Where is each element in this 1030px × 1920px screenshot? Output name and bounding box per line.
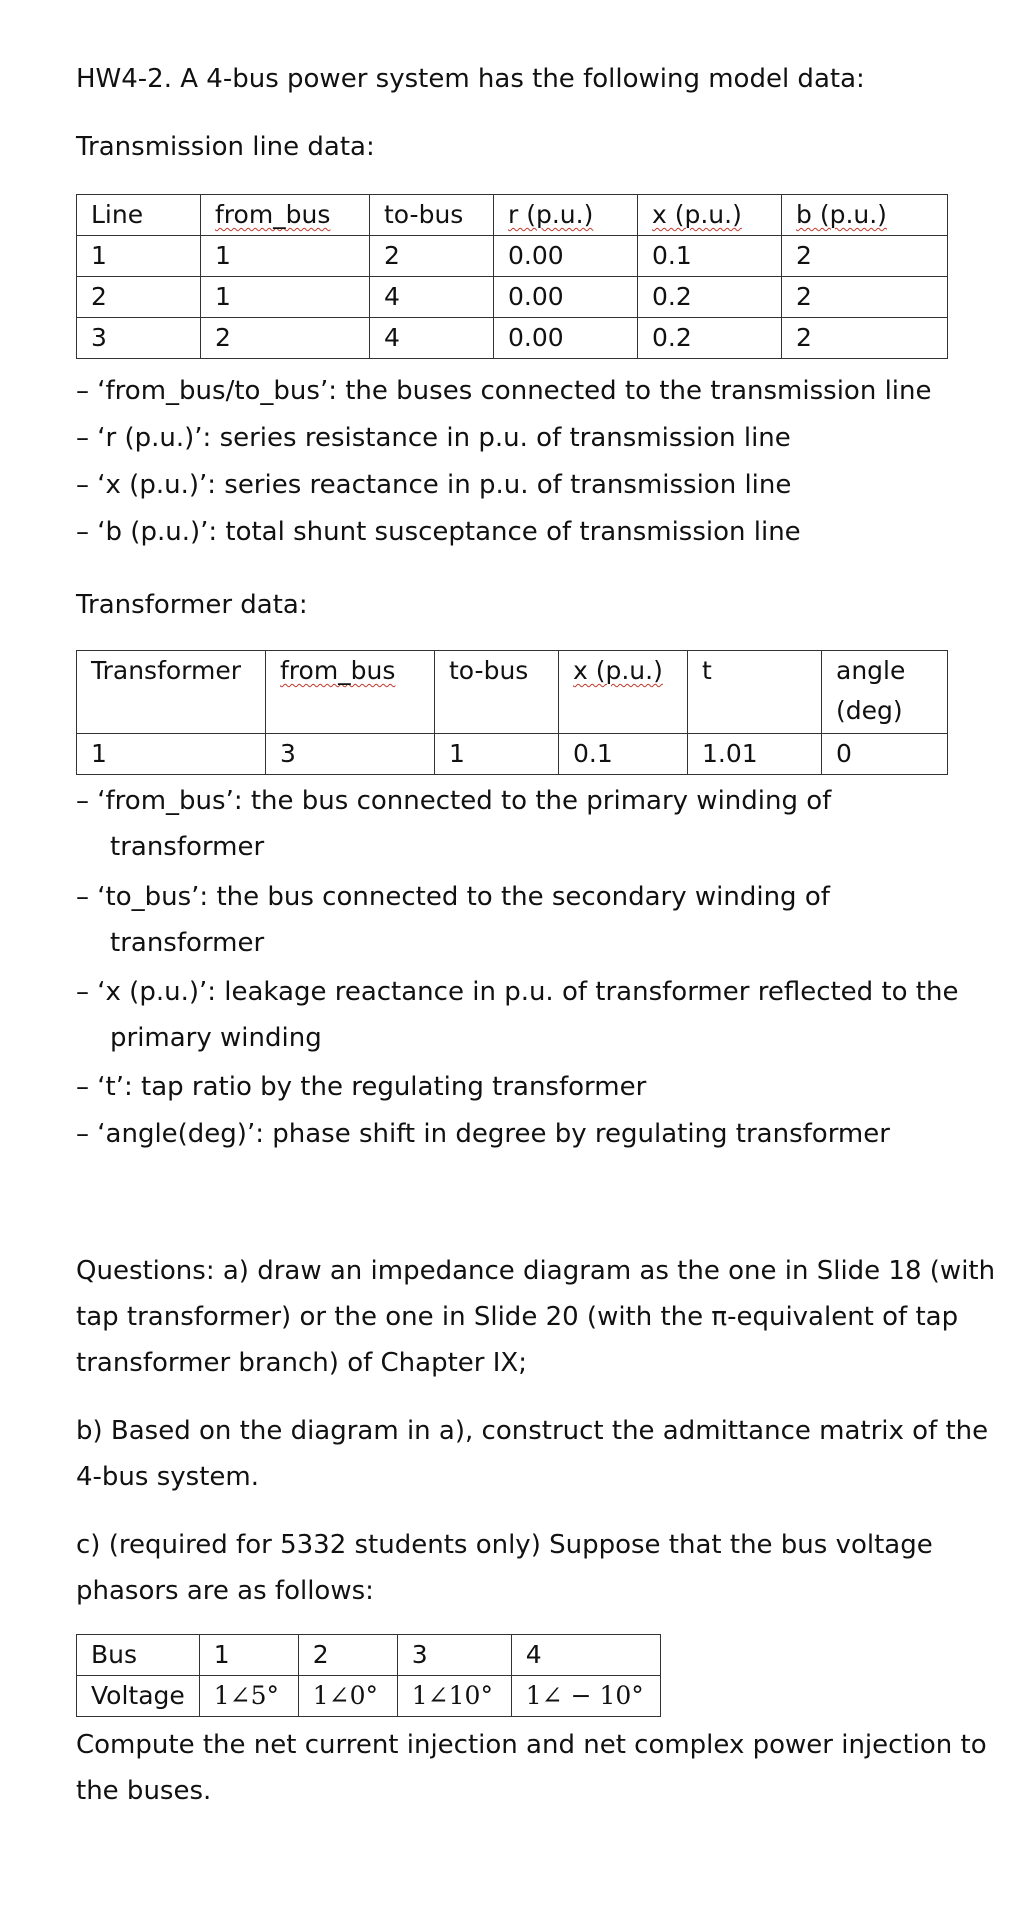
header-cell: to-bus bbox=[370, 195, 494, 236]
table-row bbox=[77, 1635, 661, 1676]
table-cell: 0.1 bbox=[559, 734, 688, 775]
header-cell: Transformer bbox=[77, 651, 266, 734]
table-cell: 2 bbox=[782, 318, 948, 359]
table-cell: 4 bbox=[370, 318, 494, 359]
table-cell: 1 bbox=[77, 734, 266, 775]
tl-note: – ‘r (p.u.)’: series resistance in p.u. of transmission line bbox=[76, 423, 791, 453]
table-cell: 2 bbox=[77, 277, 201, 318]
table-cell: 1 bbox=[77, 236, 201, 277]
title: HW4-2. A 4-bus power system has the following model data: bbox=[76, 64, 865, 94]
table-cell: 0.1 bbox=[638, 236, 782, 277]
header-cell bbox=[822, 651, 948, 734]
table-cell: Bus bbox=[77, 1635, 200, 1676]
header-cell: from_bus bbox=[201, 195, 370, 236]
tl-note: – ‘b (p.u.)’: total shunt susceptance of transmission line bbox=[76, 517, 801, 547]
header-cell: to-bus bbox=[435, 651, 559, 734]
table-cell: 0.2 bbox=[638, 277, 782, 318]
table-cell: 0 bbox=[822, 734, 948, 775]
deg-header: (deg) bbox=[836, 696, 903, 725]
table-cell: 0.2 bbox=[638, 318, 782, 359]
tl-note: – ‘x (p.u.)’: series reactance in p.u. of transmission line bbox=[76, 470, 792, 500]
table-cell: 2 bbox=[782, 236, 948, 277]
question-b-line: 4-bus system. bbox=[76, 1462, 259, 1492]
header-cell: x (p.u.) bbox=[638, 195, 782, 236]
bus-voltage-table bbox=[76, 1634, 661, 1717]
angle-header: angle bbox=[836, 656, 906, 685]
table-cell: 3 bbox=[397, 1635, 511, 1676]
question-b-line: b) Based on the diagram in a), construct the admittance matrix of the bbox=[76, 1416, 989, 1446]
tr-note: – ‘from_bus’: the bus connected to the primary winding of bbox=[76, 786, 832, 816]
table-cell: 1∠5° bbox=[199, 1676, 298, 1717]
header-cell: from_bus bbox=[266, 651, 435, 734]
table-cell: 2 bbox=[298, 1635, 397, 1676]
tr-note: – ‘angle(deg)’: phase shift in degree by regulating transformer bbox=[76, 1119, 890, 1149]
table-cell: 1 bbox=[201, 236, 370, 277]
tr-heading: Transformer data: bbox=[76, 590, 308, 620]
tl-heading: Transmission line data: bbox=[76, 132, 375, 162]
table-row bbox=[77, 277, 948, 318]
table-row bbox=[77, 734, 948, 775]
table-cell: Voltage bbox=[77, 1676, 200, 1717]
tl-note: – ‘from_bus/to_bus’: the buses connected to the transmission line bbox=[76, 376, 932, 406]
table-cell: 1 bbox=[435, 734, 559, 775]
final-line: the buses. bbox=[76, 1776, 212, 1806]
table-cell: 1 bbox=[201, 277, 370, 318]
table-cell: 2 bbox=[370, 236, 494, 277]
table-header-row bbox=[77, 651, 948, 734]
table-header-row bbox=[77, 195, 948, 236]
question-a-line: tap transformer) or the one in Slide 20 (with the π-equivalent of tap bbox=[76, 1302, 959, 1332]
header-cell: x (p.u.) bbox=[559, 651, 688, 734]
tr-note: – ‘to_bus’: the bus connected to the secondary winding of bbox=[76, 882, 830, 912]
question-c-line: phasors are as follows: bbox=[76, 1576, 374, 1606]
table-cell: 1 bbox=[199, 1635, 298, 1676]
question-c-line: c) (required for 5332 students only) Suppose that the bus voltage bbox=[76, 1530, 933, 1560]
tr-note-cont: transformer bbox=[110, 832, 265, 862]
table-row bbox=[77, 236, 948, 277]
tr-note-cont: primary winding bbox=[110, 1023, 322, 1053]
transmission-line-table bbox=[76, 194, 948, 359]
table-cell: 1∠ − 10° bbox=[511, 1676, 660, 1717]
table-cell: 1∠0° bbox=[298, 1676, 397, 1717]
tr-note-cont: transformer bbox=[110, 928, 265, 958]
table-cell: 1∠10° bbox=[397, 1676, 511, 1717]
question-a-line: Questions: a) draw an impedance diagram as the one in Slide 18 (with bbox=[76, 1256, 996, 1286]
header-cell: r (p.u.) bbox=[494, 195, 638, 236]
table-cell: 4 bbox=[511, 1635, 660, 1676]
table-cell: 1.01 bbox=[688, 734, 822, 775]
header-cell: Line bbox=[77, 195, 201, 236]
question-a-line: transformer branch) of Chapter IX; bbox=[76, 1348, 527, 1378]
final-line: Compute the net current injection and net complex power injection to bbox=[76, 1730, 987, 1760]
header-cell: t bbox=[688, 651, 822, 734]
table-row bbox=[77, 1676, 661, 1717]
tr-note: – ‘x (p.u.)’: leakage reactance in p.u. of transformer reflected to the bbox=[76, 977, 959, 1007]
table-cell: 0.00 bbox=[494, 236, 638, 277]
table-cell: 0.00 bbox=[494, 318, 638, 359]
table-cell: 0.00 bbox=[494, 277, 638, 318]
table-cell: 3 bbox=[266, 734, 435, 775]
table-cell: 2 bbox=[201, 318, 370, 359]
table-cell: 2 bbox=[782, 277, 948, 318]
table-cell: 3 bbox=[77, 318, 201, 359]
tr-note: – ‘t’: tap ratio by the regulating transformer bbox=[76, 1072, 647, 1102]
table-cell: 4 bbox=[370, 277, 494, 318]
table-row bbox=[77, 318, 948, 359]
transformer-table bbox=[76, 650, 948, 775]
header-cell: b (p.u.) bbox=[782, 195, 948, 236]
